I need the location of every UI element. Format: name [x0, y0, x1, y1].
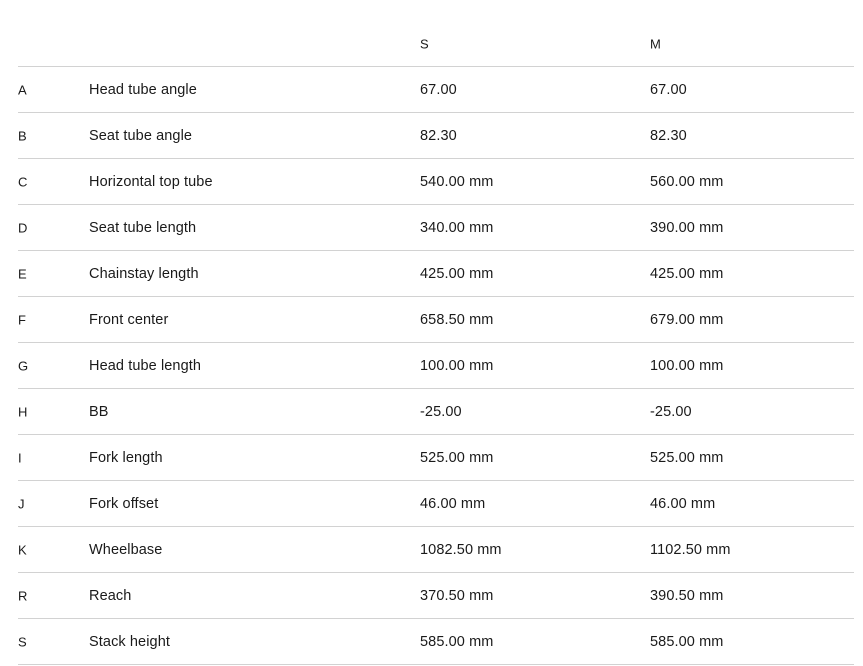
row-measurement-name: Chainstay length	[89, 265, 199, 282]
row-value-m: -25.00	[650, 403, 692, 420]
row-value-s: 46.00 mm	[420, 495, 486, 512]
table-row	[18, 251, 854, 297]
row-value-m: 679.00 mm	[650, 311, 724, 328]
row-value-m: 525.00 mm	[650, 449, 724, 466]
row-value-s: 340.00 mm	[420, 219, 494, 236]
row-letter: H	[18, 404, 28, 419]
row-measurement-name: Head tube angle	[89, 81, 197, 98]
row-measurement-name: Horizontal top tube	[89, 173, 213, 190]
row-value-s: 82.30	[420, 127, 457, 144]
row-letter: S	[18, 634, 27, 649]
row-measurement-name: Front center	[89, 311, 169, 328]
row-value-s: 67.00	[420, 81, 457, 98]
row-letter: J	[18, 496, 25, 511]
row-measurement-name: Fork length	[89, 449, 163, 466]
table-row	[18, 205, 854, 251]
row-value-s: 585.00 mm	[420, 633, 494, 650]
row-value-m: 100.00 mm	[650, 357, 724, 374]
row-measurement-name: BB	[89, 403, 109, 420]
row-letter: R	[18, 588, 28, 603]
row-value-m: 390.00 mm	[650, 219, 724, 236]
table-row	[18, 527, 854, 573]
row-value-s: 525.00 mm	[420, 449, 494, 466]
table-row	[18, 159, 854, 205]
row-value-m: 560.00 mm	[650, 173, 724, 190]
row-measurement-name: Stack height	[89, 633, 170, 650]
table-row	[18, 481, 854, 527]
row-value-m: 46.00 mm	[650, 495, 716, 512]
column-header-s: S	[420, 36, 429, 51]
row-value-s: -25.00	[420, 403, 462, 420]
row-value-s: 100.00 mm	[420, 357, 494, 374]
row-value-m: 425.00 mm	[650, 265, 724, 282]
row-value-m: 82.30	[650, 127, 687, 144]
row-letter: C	[18, 174, 28, 189]
row-value-m: 390.50 mm	[650, 587, 724, 604]
table-row	[18, 389, 854, 435]
row-measurement-name: Fork offset	[89, 495, 159, 512]
row-letter: D	[18, 220, 28, 235]
row-measurement-name: Seat tube angle	[89, 127, 193, 144]
table-row	[18, 113, 854, 159]
row-measurement-name: Wheelbase	[89, 541, 163, 558]
table-row	[18, 573, 854, 619]
row-value-s: 540.00 mm	[420, 173, 494, 190]
table-row	[18, 619, 854, 665]
table-header-row	[18, 21, 854, 67]
row-letter: B	[18, 128, 27, 143]
row-letter: E	[18, 266, 27, 281]
row-measurement-name: Head tube length	[89, 357, 202, 374]
row-letter: G	[18, 358, 29, 373]
table-row	[18, 435, 854, 481]
table-row	[18, 297, 854, 343]
row-letter: F	[18, 312, 27, 327]
row-measurement-name: Reach	[89, 587, 132, 604]
column-header-m: M	[650, 36, 661, 51]
row-value-m: 1102.50 mm	[650, 541, 731, 558]
row-value-m: 585.00 mm	[650, 633, 724, 650]
row-letter: K	[18, 542, 27, 557]
row-measurement-name: Seat tube length	[89, 219, 197, 236]
table-row	[18, 67, 854, 113]
row-value-s: 425.00 mm	[420, 265, 494, 282]
row-value-s: 658.50 mm	[420, 311, 494, 328]
geometry-table	[18, 21, 854, 665]
row-value-s: 370.50 mm	[420, 587, 494, 604]
row-letter: I	[18, 450, 22, 465]
row-value-s: 1082.50 mm	[420, 541, 502, 558]
row-letter: A	[18, 82, 27, 97]
table-row	[18, 343, 854, 389]
row-value-m: 67.00	[650, 81, 687, 98]
